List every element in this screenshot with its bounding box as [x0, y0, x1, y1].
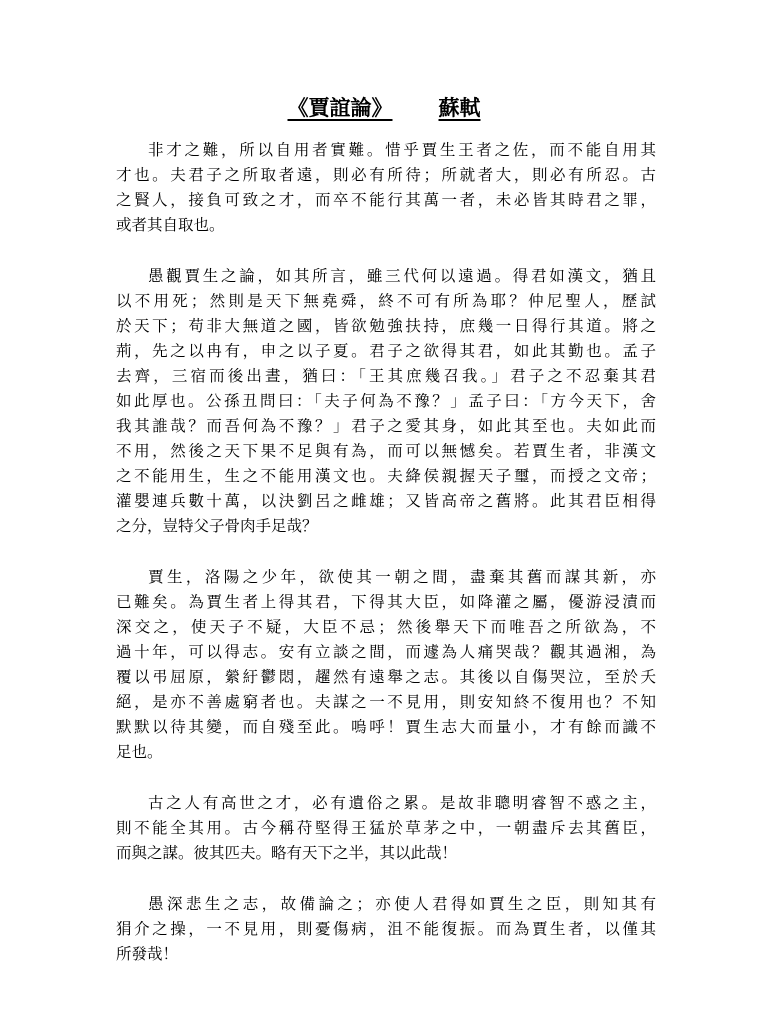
text-line: 如此厚也。公孫丑問曰：「夫子何為不豫？」孟子曰：「方今天下，舍 [116, 392, 656, 410]
text-line: 之賢人，接負可致之才，而卒不能行其萬一者，未必皆其時君之罪， [116, 191, 656, 209]
text-line: 以不用死；然則是天下無堯舜，終不可有所為耶？仲尼聖人，歷試 [116, 292, 656, 310]
title-line [0, 93, 768, 123]
text-line: 所發哉！ [116, 945, 179, 963]
text-line: 默默以待其變，而自殘至此。嗚呼！賈生志大而量小，才有餘而識不 [116, 718, 656, 736]
essay-body [116, 138, 656, 993]
document-title: 《賈誼論》 [287, 95, 393, 120]
author-name: 蘇軾 [438, 95, 481, 120]
text-line: 古之人有高世之才，必有遺俗之累。是故非聰明睿智不惑之主， [148, 794, 656, 812]
text-line: 足也。 [116, 743, 163, 761]
text-line: 不用，然後之天下果不足與有為，而可以無憾矣。若賈生者，非漢文 [116, 442, 656, 460]
text-line: 覆以弔屈原，縈紆鬱悶，趯然有遠舉之志。其後以自傷哭泣，至於夭 [116, 668, 656, 686]
text-line: 於天下；苟非大無道之國，皆欲勉強扶持，庶幾一日得行其道。將之 [116, 317, 656, 335]
text-line: 深交之，使天子不疑，大臣不忌；然後舉天下而唯吾之所欲為，不 [116, 618, 656, 636]
text-line: 愚觀賈生之論，如其所言，雖三代何以遠過。得君如漢文，猶且 [148, 267, 656, 285]
paragraph [116, 892, 656, 967]
text-line: 非才之難，所以自用者實難。惜乎賈生王者之佐，而不能自用其 [148, 141, 656, 159]
text-line: 絕，是亦不善處窮者也。夫謀之一不見用，則安知終不復用也？不知 [116, 693, 656, 711]
text-line: 賈生，洛陽之少年，欲使其一朝之間，盡棄其舊而謀其新，亦 [148, 568, 656, 586]
text-line: 狷介之操，一不見用，則憂傷病，沮不能復振。而為賈生者，以僅其 [116, 920, 656, 938]
paragraph [116, 791, 656, 866]
text-line: 灌嬰連兵數十萬，以決劉呂之雌雄；又皆高帝之舊將。此其君臣相得 [116, 492, 656, 510]
text-line: 之分，豈特父子骨肉手足哉？ [116, 517, 318, 535]
text-line: 而與之謀。彼其匹夫。略有天下之半，其以此哉！ [116, 844, 458, 862]
text-line: 或者其自取也。 [116, 216, 225, 234]
text-line: 已難矣。為賈生者上得其君，下得其大臣，如降灌之屬，優游浸漬而 [116, 593, 656, 611]
paragraph [116, 264, 656, 539]
text-line: 才也。夫君子之所取者遠，則必有所待；所就者大，則必有所忍。古 [116, 166, 656, 184]
text-line: 我其誰哉？而吾何為不豫？」君子之愛其身，如此其至也。夫如此而 [116, 417, 656, 435]
text-line: 荊，先之以冉有，申之以子夏。君子之欲得其君，如此其勤也。孟子 [116, 342, 656, 360]
text-line: 去齊，三宿而後出晝，猶曰：「王其庶幾召我。」君子之不忍棄其君 [116, 367, 656, 385]
paragraph [116, 138, 656, 238]
text-line: 則不能全其用。古今稱苻堅得王猛於草茅之中，一朝盡斥去其舊臣， [116, 819, 656, 837]
text-line: 過十年，可以得志。安有立談之間，而遽為人痛哭哉？觀其過湘，為 [116, 643, 656, 661]
paragraph [116, 565, 656, 765]
text-line: 愚深悲生之志，故備論之；亦使人君得如賈生之臣，則知其有 [148, 895, 656, 913]
text-line: 之不能用生，生之不能用漢文也。夫絳侯親握天子璽，而授之文帝； [116, 467, 656, 485]
